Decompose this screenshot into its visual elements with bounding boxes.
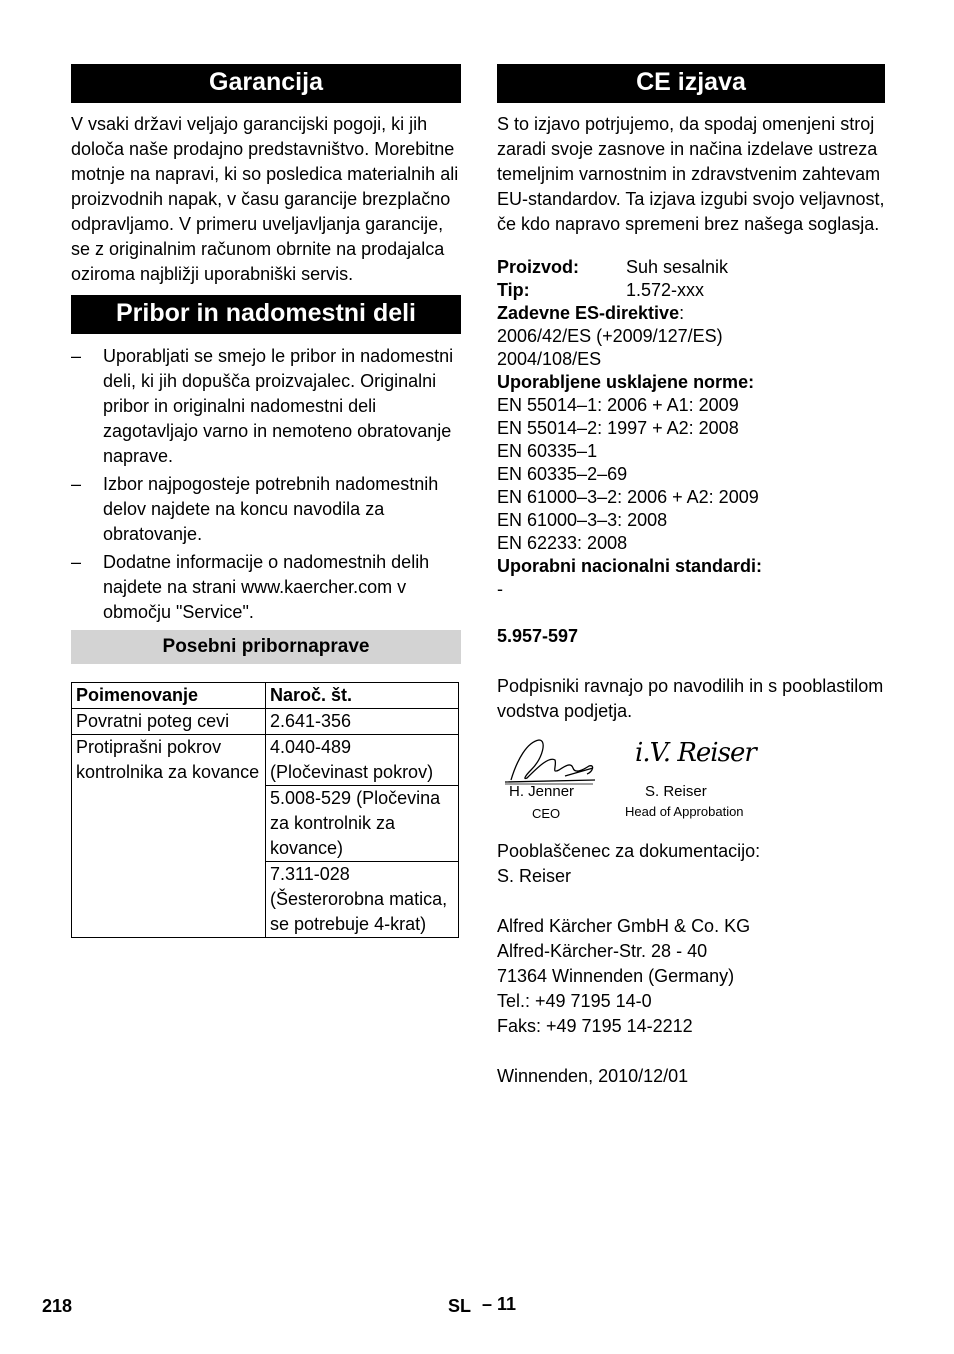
list-item: – Uporabljati se smejo le pribor in nadomestni deli, ki jih dopušča proizvajalec. Originalni pribor in originalni nadomestni deli zagotavljajo varno in nemoteno obratovanje naprave.: [71, 346, 454, 466]
sub-page-number: – 11: [482, 1294, 517, 1314]
address-line: Faks: +49 7195 14-2212: [497, 1016, 693, 1036]
list-item: – Izbor najpogosteje potrebnih nadomestnih delov najdete na koncu navodila za obratovanje.: [71, 474, 439, 544]
doc-auth-label: Pooblaščenec za dokumentacijo:: [497, 841, 761, 861]
document-number: 5.957-597: [497, 626, 579, 646]
product-value: Suh sesalnik: [626, 257, 729, 277]
type-label: Tip:: [497, 280, 530, 300]
page-number: 218: [42, 1296, 73, 1316]
type-row: [497, 279, 885, 302]
doc-auth-name: S. Reiser: [497, 866, 572, 886]
directive-item: 2004/108/ES: [497, 349, 602, 369]
signer1-role: CEO: [532, 806, 561, 821]
dash-bullet: –: [71, 346, 82, 366]
norm-item: EN 60335–1: [497, 441, 598, 461]
right-column: [497, 64, 885, 1089]
column-header: Poimenovanje: [72, 683, 266, 709]
pribor-heading: Pribor in nadomestni deli: [71, 295, 461, 334]
table-cell: 2.641-356: [266, 709, 459, 735]
signature-reiser: i.V. Reiser: [635, 738, 756, 768]
company-address: [497, 914, 885, 1039]
table-cell: 7.311-028 (Šesterorobna matica, se potrebuje 4-krat): [266, 862, 459, 938]
type-value: 1.572-xxx: [626, 280, 705, 300]
dash-bullet: –: [71, 474, 82, 494]
ce-details: [497, 256, 885, 601]
norm-item: EN 55014–2: 1997 + A2: 2008: [497, 418, 739, 438]
left-column: [71, 64, 461, 938]
address-line: Alfred-Kärcher-Str. 28 - 40: [497, 941, 708, 961]
national-standards-label: Uporabni nacionalni standardi:: [497, 556, 763, 576]
table-cell: 5.008-529 (Pločevina za kontrolnik za kovance): [266, 786, 459, 862]
garancija-text: V vsaki državi veljajo garancijski pogoji, ki jih določa naše prodajno predstavništvo. Morebitne motnje na napravi, ki so posledica materialnih ali proizvodnih napak, v času garancije brezplačno odpravljamo. V primeru uveljavljanja garancije, se z originalnim računom obrnite na prodajalca oziroma najbližji uporabniški servis.: [71, 114, 459, 284]
parts-table: [71, 682, 459, 938]
norm-item: EN 62233: 2008: [497, 533, 628, 553]
national-standards-value: -: [497, 579, 503, 599]
address-line: 71364 Winnenden (Germany): [497, 966, 735, 986]
garancija-heading: Garancija: [71, 64, 461, 103]
dash-bullet: –: [71, 552, 82, 572]
table-cell: 4.040-489 (Pločevinast pokrov): [266, 735, 459, 786]
signer2-role: Head of Approbation: [625, 804, 744, 819]
signer1-name: H. Jenner: [509, 783, 575, 800]
ce-heading: CE izjava: [497, 64, 885, 103]
table-cell: Protiprašni pokrov kontrolnika za kovance: [72, 735, 266, 938]
norms-label: Uporabljene usklajene norme:: [497, 372, 755, 392]
norm-item: EN 60335–2–69: [497, 464, 628, 484]
table-cell: Povratni poteg cevi: [72, 709, 266, 735]
directive-item: 2006/42/ES (+2009/127/ES): [497, 326, 723, 346]
documentation-authority: [497, 839, 885, 889]
table-header-row: [72, 683, 459, 709]
place-date: Winnenden, 2010/12/01: [497, 1066, 689, 1086]
norm-item: EN 61000–3–3: 2008: [497, 510, 668, 530]
address-line: Tel.: +49 7195 14-0: [497, 991, 652, 1011]
directives-label: Zadevne ES-direktive: [497, 303, 680, 323]
signers-text: Podpisniki ravnajo po navodilih in s pooblastilom vodstva podjetja.: [497, 676, 884, 721]
directives-label-row: Zadevne ES-direktive:: [497, 303, 685, 323]
signature-block: [497, 736, 885, 826]
ce-intro: S to izjavo potrjujemo, da spodaj omenjeni stroj zaradi svoje zasnove in načina izdelave ustreza temeljnim varnostnim in zdravstvenim zahtevam EU-standardov. Ta izjava izgubi svojo veljavnost, če kdo napravo spremeni brez našega soglasja.: [497, 114, 885, 234]
norm-item: EN 55014–1: 2006 + A1: 2009: [497, 395, 739, 415]
address-line: Alfred Kärcher GmbH & Co. KG: [497, 916, 751, 936]
posebni-heading: Posebni pribornaprave: [71, 630, 461, 664]
column-header: Naroč. št.: [266, 683, 459, 709]
table-row: [72, 709, 459, 735]
norm-item: EN 61000–3–2: 2006 + A2: 2009: [497, 487, 759, 507]
pribor-list: [71, 344, 461, 625]
signer2-name: S. Reiser: [645, 783, 707, 800]
table-row: [72, 735, 459, 786]
product-row: [497, 256, 885, 279]
language-code: SL: [448, 1296, 472, 1316]
product-label: Proizvod:: [497, 257, 580, 277]
list-item: – Dodatne informacije o nadomestnih delih najdete na strani www.kaercher.com v območju "Service".: [71, 552, 430, 622]
